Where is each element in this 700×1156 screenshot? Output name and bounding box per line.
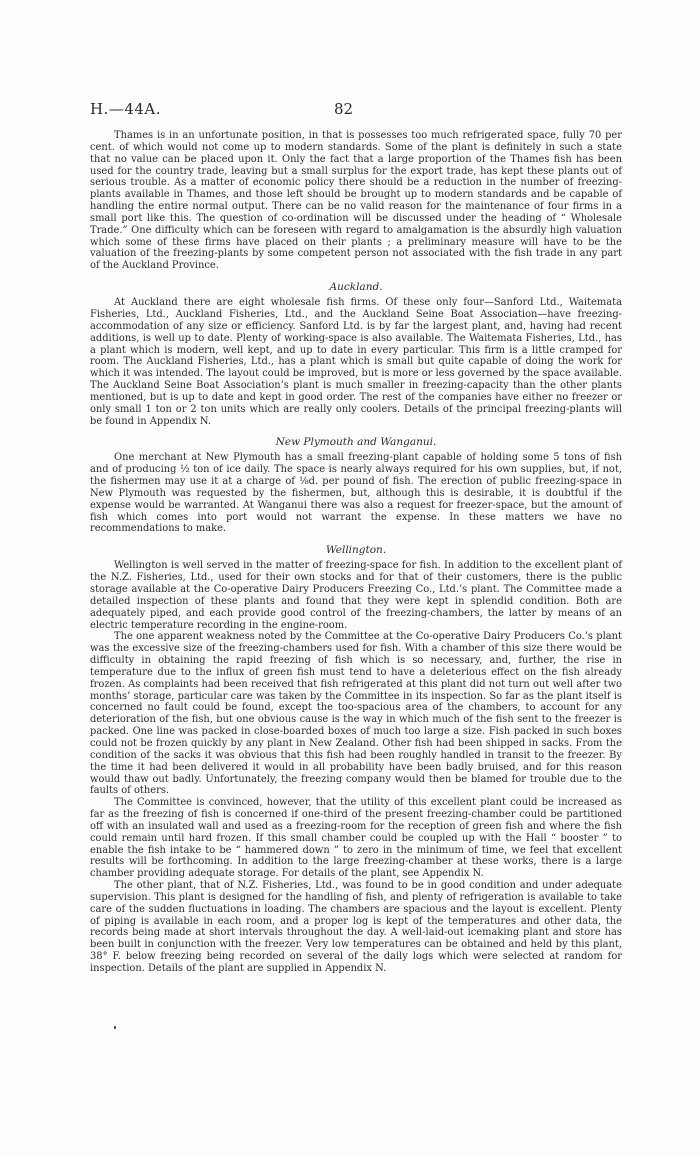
auckland-paragraph: At Auckland there are eight wholesale fish firms. Of these only four—Sanford Ltd., Waitemata Fisheries, Ltd., Auckland Fisheries, Ltd., and the Auckland Seine Boat Association—have freezing-accommodation of any size or efficiency. Sanford Ltd. is by far the largest plant, and, having had recent additions, is well up to date. Plenty of working-space is also available. The Waitemata Fisheries, Ltd., has a plant which is modern, well kept, and up to date in every particular. This firm is a little cramped for room. The Auckland Fisheries, Ltd., has a plant which is small but quite capable of doing the work for which it was intended. The layout could be improved, but is more or less governed by the space available. The Auckland Seine Boat Association’s plant is much smaller in freezing-capacity than the other plants mentioned, but is up to date and kept in good order. The rest of the companies have either no freezer or only small 1 ton or 2 ton units which are really only coolers. Details of the principal freezing-plants will be found in Appendix N. <box>90 297 623 427</box>
new-plymouth-paragraph: One merchant at New Plymouth has a small freezing-plant capable of holding some 5 tons of fish and of producing ½ ton of ice daily. The space is nearly always required for his own supplies, but, if not, the fishermen may use it at a charge of ⅛d. per pound of fish. The erection of public freezing-space in New Plymouth was requested by the fishermen, but, although this is desirable, it is doubtful if the expense would be warranted. At Wanganui there was also a request for freezer-space, but the amount of fish which comes into port would not warrant the expense. In these matters we have no recommendations to make. <box>90 452 622 535</box>
wellington-paragraph-1: Wellington is well served in the matter of freezing-space for fish. In addition to the excellent plant of the N.Z. Fisheries, Ltd., used for their own stocks and for that of their customers, there is the public storage available at the Co-operative Dairy Producers Freezing Co., Ltd.’s plant. The Committee made a detailed inspection of these plants and found that they were kept in splendid condition. Both are adequately piped, and each provide good control of the freezing-chambers, the latter by means of an electric temperature recording in the engine-room. <box>90 560 622 631</box>
page-header <box>90 100 622 122</box>
wellington-paragraph-4: The other plant, that of N.Z. Fisheries, Ltd., was found to be in good condition and under adequate supervision. This plant is designed for the handling of fish, and plenty of refrigeration is available to take care of the sudden fluctuations in loading. The chambers are spacious and the layout is excellent. Plenty of piping is available in each room, and a proper log is kept of the temperatures and other data, the records being made at short intervals throughout the day. A well-laid-out icemaking plant and store has been built in conjunction with the freezer. Very low temperatures can be obtained and held by this plant, 38° F. below freezing being recorded on several of the daily logs which were selected at random for inspection. Details of the plant are supplied in Appendix N. <box>90 880 622 974</box>
section-heading-wellington: Wellington. <box>325 544 387 557</box>
wellington-paragraph-2: The one apparent weakness noted by the Committee at the Co-operative Dairy Producers Co.’s plant was the excessive size of the freezing-chambers used for fish. With a chamber of this size there would be difficulty in obtaining the rapid freezing of fish which is so necessary, and, further, the rise in temperature due to the influx of green fish must tend to have a deleterious effect on the fish already frozen. As complaints had been received that fish refrigerated at this plant did not turn out well after two months’ storage, particular care was taken by the Committee in its inspection. So far as the plant itself is concerned no fault could be found, except the too-spacious area of the chambers, to account for any deterioration of the fish, but one obvious cause is the way in which much of the fish sent to the freezer is packed. One line was packed in close-boarded boxes of much too large a size. Fish packed in such boxes could not be frozen quickly by any plant in New Zealand. Other fish had been shipped in sacks. From the condition of the sacks it was obvious that this fish had been roughly handled in transit to the freezer. By the time it had been delivered it would in all probability have been badly bruised, and for this reason would thaw out badly. Unfortunately, the freezing company would then be blamed for trouble due to the faults of others. <box>90 631 622 797</box>
section-heading-auckland: Auckland. <box>329 281 383 294</box>
ink-speck <box>114 1026 116 1029</box>
page-number: 82 <box>334 100 354 118</box>
thames-paragraph: Thames is in an unfortunate position, in that is possesses too much refrigerated space, fully 70 per cent. of which would not come up to modern standards. Some of the plant is definitely in such a state that no value can be placed upon it. Only the fact that a large proportion of the Thames fish has been used for the country trade, leaving but a small surplus for the export trade, has kept these plants out of serious trouble. As a matter of economic policy there should be a reduction in the number of freezing-plants available in Thames, and those left should be brought up to modern standards and be capable of handling the entire normal output. There can be no valid reason for the maintenance of four firms in a small port like this. The question of co-ordination will be discussed under the heading of “ Wholesale Trade.” One difficulty which can be foreseen with regard to amalgamation is the absurdly high valuation which some of these firms have placed on their plants ; a preliminary measure will have to be the valuation of the freezing-plants by some competent person not associated with the fish trade in any part of the Auckland Province. <box>90 130 622 272</box>
document-body <box>90 130 622 975</box>
section-heading-new-plymouth: New Plymouth and Wanganui. <box>275 436 437 449</box>
document-reference: H.—44A. <box>90 100 162 118</box>
wellington-paragraph-3: The Committee is convinced, however, that the utility of this excellent plant could be increased as far as the freezing of fish is concerned if one-third of the present freezing-chamber could be partitioned off with an insulated wall and used as a freezing-room for the reception of green fish and where the fish could remain until hard frozen. If this small chamber could be coupled up with the Hall “ booster ” to enable the fish intake to be “ hammered down ” to zero in the minimum of time, we feel that excellent results will be forthcoming. In addition to the large freezing-chamber at these works, there is a large chamber providing adequate storage. For details of the plant, see Appendix N. <box>90 797 622 880</box>
